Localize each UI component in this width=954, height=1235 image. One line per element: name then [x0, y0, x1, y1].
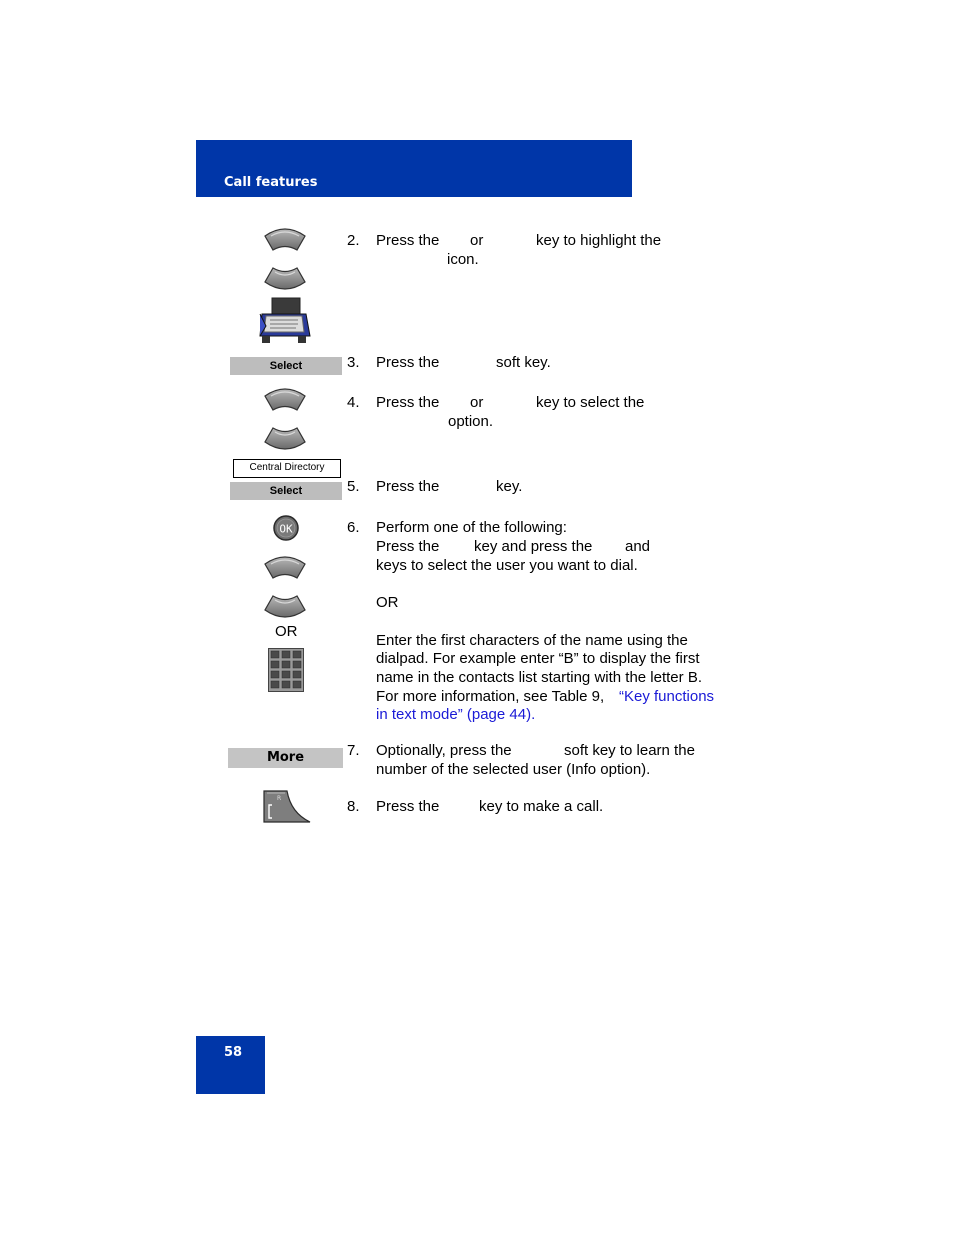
step-2-number: 2.: [347, 232, 360, 249]
select-softkey: Select: [230, 357, 342, 375]
step-6-text-a: Press the: [376, 538, 440, 555]
svg-text:R: R: [277, 795, 282, 802]
step-5-number: 5.: [347, 478, 360, 495]
section-title: Call features: [224, 175, 318, 190]
step-7-number: 7.: [347, 742, 360, 759]
step-5-text-b: key.: [496, 478, 523, 495]
step-4-number: 4.: [347, 394, 360, 411]
step-8-text-b: key to make a call.: [479, 798, 604, 815]
phone-book-icon: [256, 296, 312, 346]
step-4-text-d: option.: [448, 413, 494, 430]
step-3-number: 3.: [347, 354, 360, 371]
ok-key-icon: [272, 514, 300, 542]
step-6-para-2: dialpad. For example enter “B” to display the first: [376, 650, 700, 667]
step-6-intro: Perform one of the following:: [376, 519, 567, 536]
step-6-line-2: keys to select the user you want to dial.: [376, 557, 638, 574]
dialpad-icon: [268, 648, 304, 692]
step-8-number: 8.: [347, 798, 360, 815]
step-6-para-4: For more information, see Table 9,: [376, 688, 605, 705]
step-2-text-d: icon.: [447, 251, 479, 268]
down-arrow-key-icon: [263, 266, 307, 292]
step-6-number: 6.: [347, 519, 360, 536]
down-arrow-key-icon: [263, 426, 307, 452]
step-2-text-a: Press the: [376, 232, 440, 249]
step-6-text-c: and: [625, 538, 651, 555]
call-key-icon: [263, 789, 311, 823]
header-bar: [196, 140, 632, 197]
or-label: OR: [275, 623, 298, 640]
step-6-text-b: key and press the: [474, 538, 593, 555]
step-3-text-a: Press the: [376, 354, 440, 371]
step-6-para-1: Enter the first characters of the name using the: [376, 632, 688, 649]
step-6-or: OR: [376, 594, 399, 611]
step-7-line-2: number of the selected user (Info option).: [376, 761, 651, 778]
key-functions-link[interactable]: “Key functions: [619, 688, 715, 705]
step-7-text-a: Optionally, press the: [376, 742, 512, 759]
step-5-text-a: Press the: [376, 478, 440, 495]
more-softkey: More: [228, 748, 343, 768]
step-4-text-c: key to select the: [536, 394, 645, 411]
step-2-text-c: key to highlight the: [536, 232, 662, 249]
select-softkey-2: Select: [230, 482, 342, 500]
up-arrow-key-icon: [263, 386, 307, 412]
step-2-text-b: or: [470, 232, 484, 249]
page-number: 58: [224, 1045, 243, 1060]
step-3-text-b: soft key.: [496, 354, 551, 371]
step-4-text-a: Press the: [376, 394, 440, 411]
down-arrow-key-icon: [263, 594, 307, 620]
central-directory-display: Central Directory: [233, 459, 341, 478]
up-arrow-key-icon: [263, 554, 307, 580]
step-6-para-3: name in the contacts list starting with the letter B.: [376, 669, 702, 686]
up-arrow-key-icon: [263, 226, 307, 252]
svg-text:OK: OK: [279, 522, 293, 536]
page-number-box: [196, 1036, 265, 1094]
key-functions-link-2[interactable]: in text mode” (page 44).: [376, 706, 536, 723]
step-8-text-a: Press the: [376, 798, 440, 815]
step-4-text-b: or: [470, 394, 484, 411]
step-7-text-b: soft key to learn the: [564, 742, 695, 759]
